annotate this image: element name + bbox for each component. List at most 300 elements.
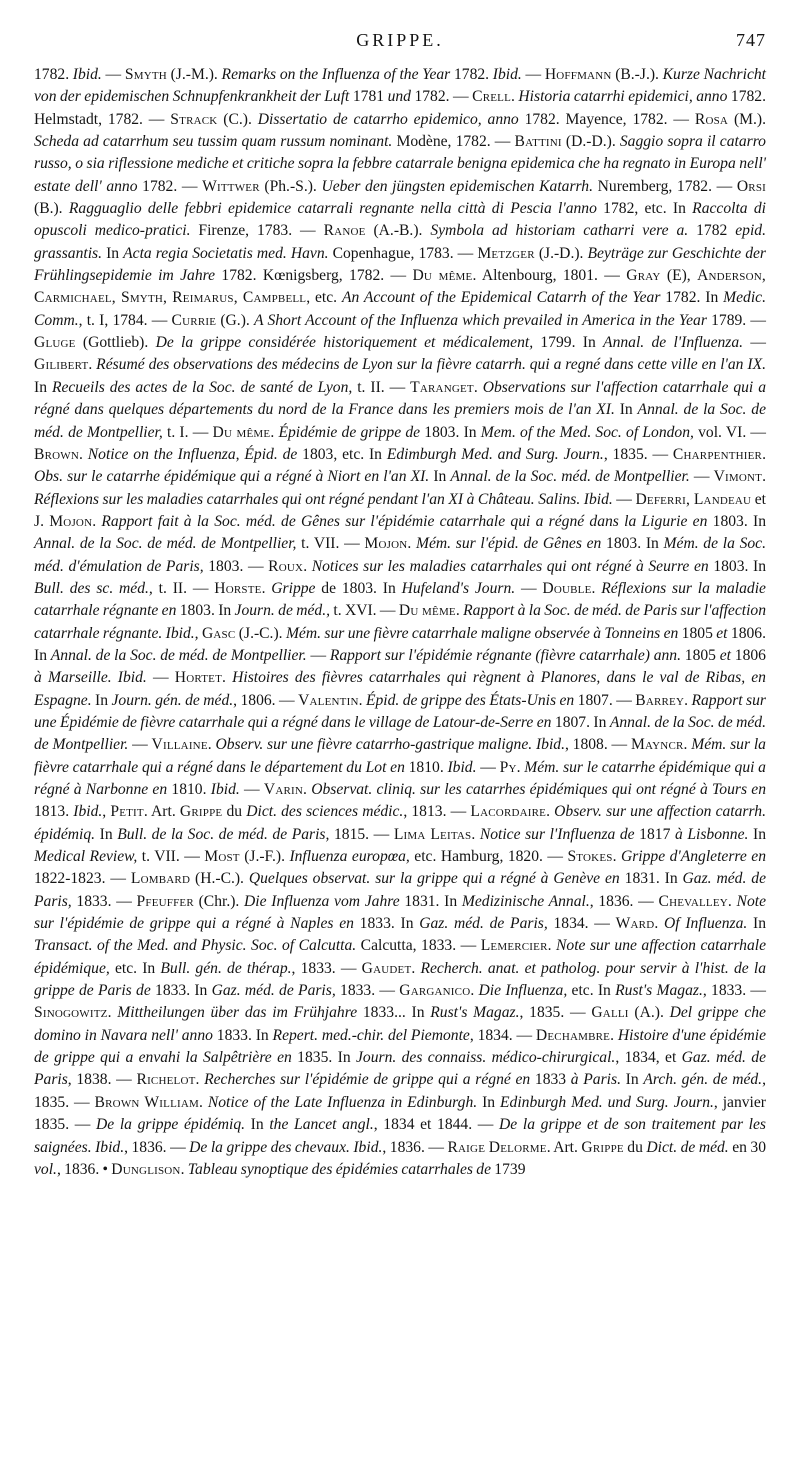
italic-title: Rapport sur une Épidémie de fièvre catarrhale qui a régné dans le village de Latour-de-Serre en [34,691,766,731]
text-run: . [762,445,767,463]
text-run: 1833. In [353,915,420,933]
text-run: (D.-D.). [561,133,620,151]
text-run: . [511,88,519,106]
text-run: . [107,1004,118,1022]
text-run: 1835. In [291,1049,356,1067]
text-run: etc. In [567,982,616,1000]
italic-title: Rapport à la Soc. de méd. de Paris sur l'affection catarrhale régnante. Ibid., [34,602,767,642]
text-run: , 1833. — [702,982,766,1000]
italic-title: Notices sur les maladies catarrhales qui ont régné à Seurre en [311,557,709,575]
text-run: 1810. [167,781,211,798]
italic-title: Notice of the Late Influenza in Edinburgh. [207,1093,478,1111]
text-run: Modène, 1782. — [392,133,515,151]
text-run: 1813. [34,803,74,821]
text-run: . [591,579,602,597]
text-run: , 1836. • [56,1160,112,1178]
text-run: , 1834 et 1844. — [373,1116,500,1134]
italic-title: Recueils des actes de la Soc. de santé de Lyon, [51,378,353,396]
text-run: (J.-D.). [534,244,588,262]
author-name: Wittwer [202,177,260,195]
author-name: Garganico [399,982,471,1000]
author-name: Lima Leitas [393,825,472,843]
text-run: 1833... In [357,1004,431,1022]
italic-title: Ragguaglio delle febbri epidemice catarrali regnante nella città di Pescia l'anno [68,200,597,218]
text-run: , 1835. — [519,1004,592,1022]
author-name: Lemercier [480,937,548,955]
page-number: 747 [736,30,766,50]
italic-title: Note sur l'épidémie de grippe qui a régné à Naples en [34,892,766,933]
text-run: . [727,892,737,910]
text-run: In [95,825,118,843]
italic-title: Quelques observat. sur la grippe qui a régné à Genève en [248,870,620,888]
text-run: . Art. [143,803,180,821]
text-run: 1803. In [707,512,766,530]
text-run: 1803. In [601,535,664,553]
author-name: Petit [110,803,144,821]
text-run: (B.-J.). [611,66,663,83]
text-run: 1805 [681,646,720,664]
text-run: 1807. — [574,691,636,709]
text-run: t. I. — [162,423,213,441]
text-run: 1782. Kœnigsberg, 1782. — [215,267,413,285]
text-run: 1782. — [410,88,473,106]
italic-title: Bull. des sc. méd., [34,579,153,597]
text-run: In [748,825,766,843]
text-run: et J. [34,490,766,530]
italic-title: Medizinische Annal. [461,892,590,910]
italic-title: und [387,88,411,106]
text-run: de 1803. In [315,579,402,597]
author-name: Du même [412,267,473,285]
italic-title: Ibid. [72,66,102,83]
italic-title: Symbola ad historiam catharri vere a. [430,222,689,240]
italic-title: De la grippe des chevaux. Ibid. [189,1138,383,1156]
text-run: 1815. — [329,825,394,843]
author-name: Gluge [34,334,76,352]
text-run: . Art. [546,1138,582,1156]
author-name: Smyth [124,66,167,83]
text-run: . [612,848,621,866]
text-run: . [303,781,312,798]
italic-title: Kurze Nachricht von der epidemischen Schnupfenkrankheit der Luft [34,66,766,106]
italic-title: Arch. gén. de méd. [643,1071,763,1089]
text-run: . [473,378,483,396]
italic-title: An Account of the Epidemical Catarrh of the Year [341,289,661,307]
author-name: Deferri, Landeau [635,490,752,508]
text-run: etc. In [109,959,161,977]
author-name: Crell [472,88,512,106]
italic-title: Die Influenza, [478,982,568,1000]
text-run: 1831. In [619,870,683,888]
italic-title: Del grippe che domino in Navara nell' anno [34,1004,766,1044]
author-name: Most [204,848,240,866]
text-run: In [34,378,52,396]
text-run: 1831. In [399,892,462,910]
text-run: — [476,758,500,776]
italic-title: Bull. de la Soc. de méd. de Paris, [117,825,330,843]
text-run: (M.). [728,110,766,128]
italic-title: Remarks on the Influenza of the Year [221,66,451,83]
text-run: (Gottlieb). [75,334,156,352]
text-run: t. VII. — [296,535,365,553]
italic-title: Gaz. méd. de Paris, [211,982,336,1000]
italic-title: Influenza europœa, [289,848,410,866]
text-run: 1739 [491,1160,526,1178]
author-name: Orsi [736,177,767,195]
italic-title: Annal. de la Soc. de méd. de Montpellier, [34,401,766,441]
text-run: . [546,803,555,821]
text-run: , 1806. — [233,691,299,709]
text-run: (Chr.). [193,892,245,910]
author-name: Hortet [174,669,223,687]
italic-title: Rust's Magaz. [430,1004,520,1022]
italic-title: Grippe d'Angleterre en [620,848,766,866]
text-run: Nuremberg, 1782. — [593,177,737,195]
text-run: (H.-C.). [190,870,249,888]
text-run: — [612,490,636,508]
italic-title: Note sur une affection catarrhale épidémique, [34,937,766,977]
text-run: . [654,915,665,933]
italic-title: Mém. sur le catarrhe épidémique qui a régné à Narbonne en [34,758,766,798]
italic-title: De la grippe épidémiq. [95,1116,246,1134]
text-run: . [92,512,102,530]
text-run: , 1836. — [124,1138,190,1156]
text-run: , 1808. — [564,736,631,754]
italic-title: Ibid. [447,758,477,776]
text-run: In [429,468,451,486]
text-run: 1803, etc. In [297,445,387,463]
italic-title: à Lisbonne. [674,825,749,843]
text-run: Calcutta, 1833. — [356,937,481,955]
italic-title: Mém. de la Soc. méd. d'émulation de Paris, [34,535,766,575]
author-name: Richelot [136,1071,196,1089]
text-run: In [91,691,112,709]
text-run: . [683,736,692,754]
italic-title: Grippe [271,579,316,597]
text-run: du [222,803,247,821]
author-name: Dechambre [535,1026,611,1044]
text-run: . [358,691,366,709]
italic-title: à Marseille. Ibid. [34,669,147,687]
text-run: (A.). [628,1004,670,1022]
text-run: — [128,736,152,754]
text-run: . [303,557,312,575]
italic-title: Dissertatio de catarrho epidemico, anno [257,110,519,128]
text-run: . [207,736,216,754]
author-name: Brown William [94,1093,199,1111]
italic-title: Die Influenza vom Jahre [244,892,400,910]
text-run: . [261,579,272,597]
italic-title: et [719,646,732,664]
text-run: . [180,1160,188,1178]
italic-title: Observations sur l'affection catarrhale qui a régné dans quelques départements du nord de la France dans les premiers mois de l'an XI. [34,378,766,419]
italic-title: Ibid. [210,781,240,798]
author-name: Galli [591,1004,629,1022]
italic-title: Journ. des connaiss. médico-chirurgical. [355,1049,616,1067]
text-run: , t. I, 1784. — [78,311,172,329]
text-run: 1833. In [212,1026,273,1044]
text-run: (J.-F.). [239,848,290,866]
text-run: vol. VI. — [693,423,767,441]
text-run: t. II. — [352,378,411,396]
italic-title: Edinburgh Med. und Surg. Journ. [500,1093,714,1111]
text-run: . [762,468,766,486]
text-run: . [516,758,525,776]
author-name: Du même [212,423,271,441]
text-run: , 1835. — [603,445,673,463]
text-run: 1833. — [71,892,137,910]
author-name: Ranoe [323,222,366,240]
text-run: 1782. [450,66,493,83]
author-name: Currie [171,311,217,329]
author-name: Brown [34,445,80,463]
italic-title: Saggio sopra il catarro russo, o sia riflessione mediche et critiche sopra la febbre catarrale benigna epidemica che ha regnato in Europa nell' estate dell' anno [34,133,766,195]
italic-title: Dict. de méd. [646,1138,729,1156]
italic-title: Mittheilungen über das im Frühjahre [117,1004,358,1022]
author-name: Vimont [713,468,763,486]
italic-title: Annal. de la Soc. méd. de Montpellier. [450,468,690,486]
author-name: Gilibert [34,356,89,374]
author-name: Chevalley [658,892,728,910]
author-name: Taranget [410,378,474,396]
text-run: 1782. Mayence, 1782. — [518,110,695,128]
italic-title: Journ. de méd., [234,602,331,620]
text-run: , [102,803,111,821]
text-run: t. VII. — [137,848,205,866]
text-run: . [195,1071,205,1089]
italic-title: Histoires des fièvres catarrhales qui règnent à Planores, dans le val de Ribas, en Espagne. [34,669,766,709]
italic-title: Gaz. méd. de Paris, [419,915,548,933]
text-run: — [521,66,545,83]
author-name: Gaudet [361,959,412,977]
italic-title: Transact. of the Med. and Physic. Soc. of Calcutta. [34,937,357,955]
text-run: (B.). [34,200,69,218]
text-run: t. II. — [152,579,215,597]
text-run: . Altenbourg, 1801. — [472,267,627,285]
italic-title: Histoire d'une épidémie de grippe qui a envahi la Salpêtrière en [34,1026,766,1067]
italic-title: Réflexions sur la maladie catarrhale régnante en [34,579,766,620]
text-run: — [306,646,330,664]
text-run: . [79,445,88,463]
italic-title: Mém. sur l'épid. de Gênes en [415,535,602,553]
author-name: Valentin [298,691,359,709]
text-run: , 1833. — [291,959,362,977]
text-run: — [515,579,543,597]
italic-title: Historia catarrhi epidemici, anno [518,88,728,106]
italic-title: Observat. cliniq. sur les catarrhes épidémiques qui ont régné à Tours en [311,781,766,798]
text-run: (Ph.-S.). [259,177,322,195]
italic-title: Recherches sur l'épidémie de grippe qui a régné en [204,1071,531,1089]
author-name: Barrey [635,691,685,709]
author-name: Dunglison [111,1160,181,1178]
text-run: 1782. — [137,177,203,195]
author-name: Strack [170,110,218,128]
italic-title: Recherch. anat. et patholog. pour servir à l'hist. de la grippe de Paris de [34,959,766,1000]
author-name: Raige Delorme [447,1138,547,1156]
italic-title: Of Influenza. [664,915,748,933]
text-run: du [623,1138,647,1156]
text-run: (A.-B.). [365,222,431,240]
text-run: 1803. In [176,602,235,620]
italic-title: et [716,624,728,642]
text-run: t. XVI. — [330,602,399,620]
running-title: GRIPPE. [356,30,444,50]
text-run: . [88,356,97,374]
text-run: 1833. In [150,982,212,1000]
text-run: 1806 [731,646,766,664]
author-name: Mojon [364,535,408,553]
italic-title: De la grippe et de son traitement par les saignées. Ibid. [34,1116,766,1156]
author-name: Du même [398,602,456,620]
author-name: Mojon [49,512,93,530]
text-run: , 1813. — [403,803,471,821]
italic-title: Épidémie de grippe de [278,423,421,441]
text-run: , 1834, et [615,1049,682,1067]
author-name: Roux [268,557,304,575]
author-name: Hoffmann [544,66,612,83]
italic-title: De la grippe considérée historiquement et médicalement, [155,334,534,352]
text-run: 1799. In [533,334,604,352]
text-run: 1833. — [335,982,400,1000]
italic-title: Notice sur l'Influenza de [479,825,635,843]
text-run: 1822-1823. — [34,870,131,888]
text-run: In [245,1116,270,1134]
text-run: 1803. In [708,557,767,575]
text-run: 1782. [34,66,73,83]
text-run: 1807. In [551,713,610,731]
text-run: In [477,1093,501,1111]
italic-title: Medical Review, [34,848,138,866]
text-run: (C.). [217,110,258,128]
text-run: 1781 [349,88,388,106]
text-run: . [547,937,557,955]
text-run: . [222,669,233,687]
italic-title: Repert. med.-chir. del Piemonte [272,1026,470,1044]
author-name: Gray [626,267,661,285]
text-run: — [239,781,264,798]
text-run: 1789. — [706,311,766,329]
italic-title: à Paris. [570,1071,621,1089]
italic-title: Hufeland's Journ. [401,579,516,597]
text-run: . [684,691,692,709]
text-run: (J.-M.). [166,66,222,83]
author-name: Battini [514,133,562,151]
italic-title: Gaz. méd. de Paris [34,1049,766,1089]
italic-title: vol. [34,1160,57,1178]
author-name: Stokes [567,848,613,866]
running-head [34,30,766,56]
text-run: Copenhague, 1783. — [328,244,478,262]
italic-title: Beyträge zur Geschichte der Frühlingsepidemie im Jahre [34,244,766,285]
text-run: , janvier 1835. — [34,1093,767,1134]
author-name: Double [542,579,592,597]
author-name: Horste [214,579,262,597]
italic-title: Observ. sur une affection catarrh. épidémiq. [34,803,766,843]
italic-title: the Lancet angl. [269,1116,374,1134]
author-name: Grippe [581,1138,624,1156]
text-run: , 1838. — [67,1071,137,1089]
italic-title: Medic. Comm. [34,289,767,329]
italic-title: Acta regia Societatis med. Havn. [123,244,329,262]
text-run: In [614,401,638,419]
text-run: (G.). [216,311,254,329]
text-run: 1833 [530,1071,571,1089]
italic-title: Annal. de la Soc. de méd. de Montpellier. [50,646,307,664]
text-run: , etc. [306,289,342,307]
author-name: Charpenthier [672,445,763,463]
text-run: In [102,244,124,262]
italic-title: Observ. sur une fièvre catarrho-gastrique maligne. Ibid. [215,736,565,754]
author-name: Py [499,758,517,776]
author-name: Villaine [151,736,208,754]
text-run: In [747,915,767,933]
text-run: 1806. In [34,624,766,664]
italic-title: Obs. sur le catarrhe épidémique qui a régné à Niort en l'an XI. [34,468,430,486]
author-name: Lombard [130,870,191,888]
text-run: en 30 [728,1138,766,1156]
text-run: , 1835. — [34,1071,766,1111]
text-run: 1817 [634,825,675,843]
text-run: 1810. [404,758,448,776]
text-run: In [620,1071,644,1089]
text-run: . [199,1093,208,1111]
italic-title: Rapport fait à la Soc. méd. de Gênes sur l'épidémie catarrhale qui a régné dans la Ligurie en [101,512,708,530]
text-run: , 1836. — [382,1138,448,1156]
text-run: . [470,982,479,1000]
author-name: Gasc [201,624,236,642]
text-run: 1803. In [420,423,481,441]
text-run: . [455,602,464,620]
text-run: . [407,535,416,553]
italic-title: Ibid. [73,803,103,821]
italic-title: Mém. sur une fièvre catarrhale maligne observée à Tonneins en [285,624,679,642]
author-name: Mayncr [630,736,684,754]
text-run: 1782. Helmstadt, 1782. — [34,88,766,128]
text-run: . [471,825,480,843]
author-name: Rosa [694,110,729,128]
text-run: . [411,959,421,977]
italic-title: Edimburgh Med. and Surg. Journ. [386,445,604,463]
italic-title: Scheda ad catarrhum seu tussim quam russum nominant. [34,133,393,151]
text-run: 1834. — [547,915,616,933]
text-run: 1803. — [203,557,269,575]
text-run: . [610,1026,618,1044]
text-run: etc. Hamburg, 1820. — [409,848,568,866]
italic-title: Réflexions sur les maladies catarrhales qui ont régné pendant l'an XI à Château. Salins. Ibid. [34,490,613,508]
italic-title: Mem. of the Med. Soc. of London, [480,423,694,441]
italic-title: Gaz. méd. de Paris, [34,870,766,910]
italic-title: Bull. gén. de thérap. [160,959,292,977]
text-run: , 1834. — [469,1026,536,1044]
author-name: Anderson, Carmichael, Smyth, Reimarus, Campbell [34,267,766,307]
italic-title: Annal. de la Soc. de méd. de Montpellier. [34,713,767,754]
text-run: (J.-C.). [235,624,286,642]
italic-title: Journ. gén. de méd. [111,691,234,709]
text-run: 1782. In [660,289,724,307]
text-run: — [743,334,766,352]
italic-title: Ueber den jüngsten epidemischen Katarrh. [321,177,594,195]
author-name: Sinogowitz [34,1004,108,1022]
italic-title: Raccolta di opuscoli medico-pratici. [34,200,767,240]
italic-title: Tableau synoptique des épidémies catarrhales de [187,1160,491,1178]
italic-title: A Short Account of the Influenza which prevailed in America in the Year [254,311,707,329]
italic-title: Rapport sur l'épidémie régnante (fièvre catarrhale) ann. [329,646,682,664]
text-run: , 1836. — [589,892,659,910]
italic-title: Rust's Magaz. [615,982,703,1000]
text-run: — [689,468,714,486]
italic-title: epid. grassantis. [34,222,766,262]
author-name: Varin [263,781,304,798]
